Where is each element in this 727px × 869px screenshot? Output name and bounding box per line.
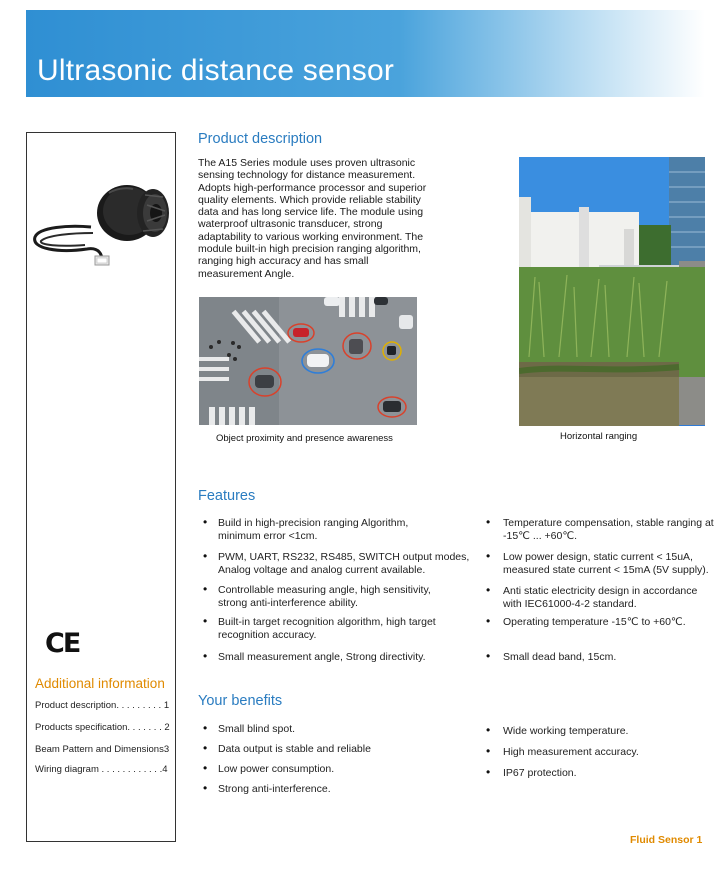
ce-mark: CE <box>45 628 80 659</box>
feature-item: Built-in target recognition algorithm, high target recognition accuracy. <box>218 616 436 641</box>
benefit-item: Strong anti-interference. <box>218 783 331 795</box>
bullet-icon: • <box>203 649 208 663</box>
bullet-icon: • <box>203 614 208 628</box>
sidebar <box>26 132 176 842</box>
benefit-item: High measurement accuracy. <box>503 746 639 758</box>
header-banner <box>26 10 705 97</box>
bullet-icon: • <box>203 515 208 529</box>
bullet-icon: • <box>486 744 491 758</box>
benefit-item: Data output is stable and reliable <box>218 743 371 755</box>
bullet-icon: • <box>203 761 208 775</box>
toc-item-beam-pattern[interactable]: Beam Pattern and Dimensions3 <box>35 744 170 755</box>
feature-item: Anti static electricity design in accordance with IEC61000-4-2 standard. <box>503 585 698 610</box>
feature-item: Controllable measuring angle, high sensitivity, strong anti-interference ability. <box>218 584 431 609</box>
product-description-title: Product description <box>198 131 323 147</box>
product-description-text: The A15 Series module uses proven ultrasonic sensing technology for distance measurement. Adopts high-performance processor and superior quality elements. Which provide reliable stability data and has long service life. The module using waterproof ultrasonic transducer, strong adaptability to various working environment. The module built-in high precision ranging algorithm, ranging high accuracy and has small measurement Angle. <box>198 157 427 280</box>
feature-item: PWM, UART, RS232, RS485, SWITCH output modes, Analog voltage and analog current available. <box>218 551 470 576</box>
feature-item: Build in high-precision ranging Algorithm, minimum error <1cm. <box>218 517 409 542</box>
page-title: Ultrasonic distance sensor <box>37 54 395 87</box>
bullet-icon: • <box>203 781 208 795</box>
traffic-caption: Object proximity and presence awareness <box>216 433 393 444</box>
feature-item: Small measurement angle, Strong directivity. <box>218 651 426 663</box>
bullet-icon: • <box>203 721 208 735</box>
bullet-icon: • <box>203 549 208 563</box>
feature-item: Small dead band, 15cm. <box>503 651 617 663</box>
bullet-icon: • <box>486 583 491 597</box>
benefits-title: Your benefits <box>198 693 283 709</box>
river-caption: Horizontal ranging <box>560 431 638 442</box>
bullet-icon: • <box>486 515 491 529</box>
traffic-photo <box>199 297 417 425</box>
benefit-item: IP67 protection. <box>503 767 577 779</box>
sensor-product-image <box>29 175 175 275</box>
bullet-icon: • <box>486 765 491 779</box>
feature-item: Low power design, static current < 15uA, measured state current < 15mA (5V supply). <box>503 551 709 576</box>
feature-item: Operating temperature -15℃ to +60℃. <box>503 616 686 628</box>
bullet-icon: • <box>486 649 491 663</box>
benefit-item: Low power consumption. <box>218 763 335 775</box>
page-footer: Fluid Sensor 1 <box>630 834 703 846</box>
benefit-item: Wide working temperature. <box>503 725 629 737</box>
bullet-icon: • <box>486 723 491 737</box>
bullet-icon: • <box>486 549 491 563</box>
benefit-item: Small blind spot. <box>218 723 296 735</box>
features-title: Features <box>198 488 256 504</box>
river-photo <box>519 157 705 426</box>
bullet-icon: • <box>486 614 491 628</box>
feature-item: Temperature compensation, stable ranging at -15℃ ... +60℃. <box>503 517 714 542</box>
toc-item-products-specification[interactable]: Products specification. . . . . . . 2 <box>35 722 170 733</box>
bullet-icon: • <box>203 582 208 596</box>
toc-item-wiring-diagram[interactable]: Wiring diagram . . . . . . . . . . . .4 <box>35 764 168 775</box>
additional-info-title: Additional information <box>35 676 165 691</box>
toc-item-product-description[interactable]: Product description. . . . . . . . . 1 <box>35 700 170 711</box>
bullet-icon: • <box>203 741 208 755</box>
